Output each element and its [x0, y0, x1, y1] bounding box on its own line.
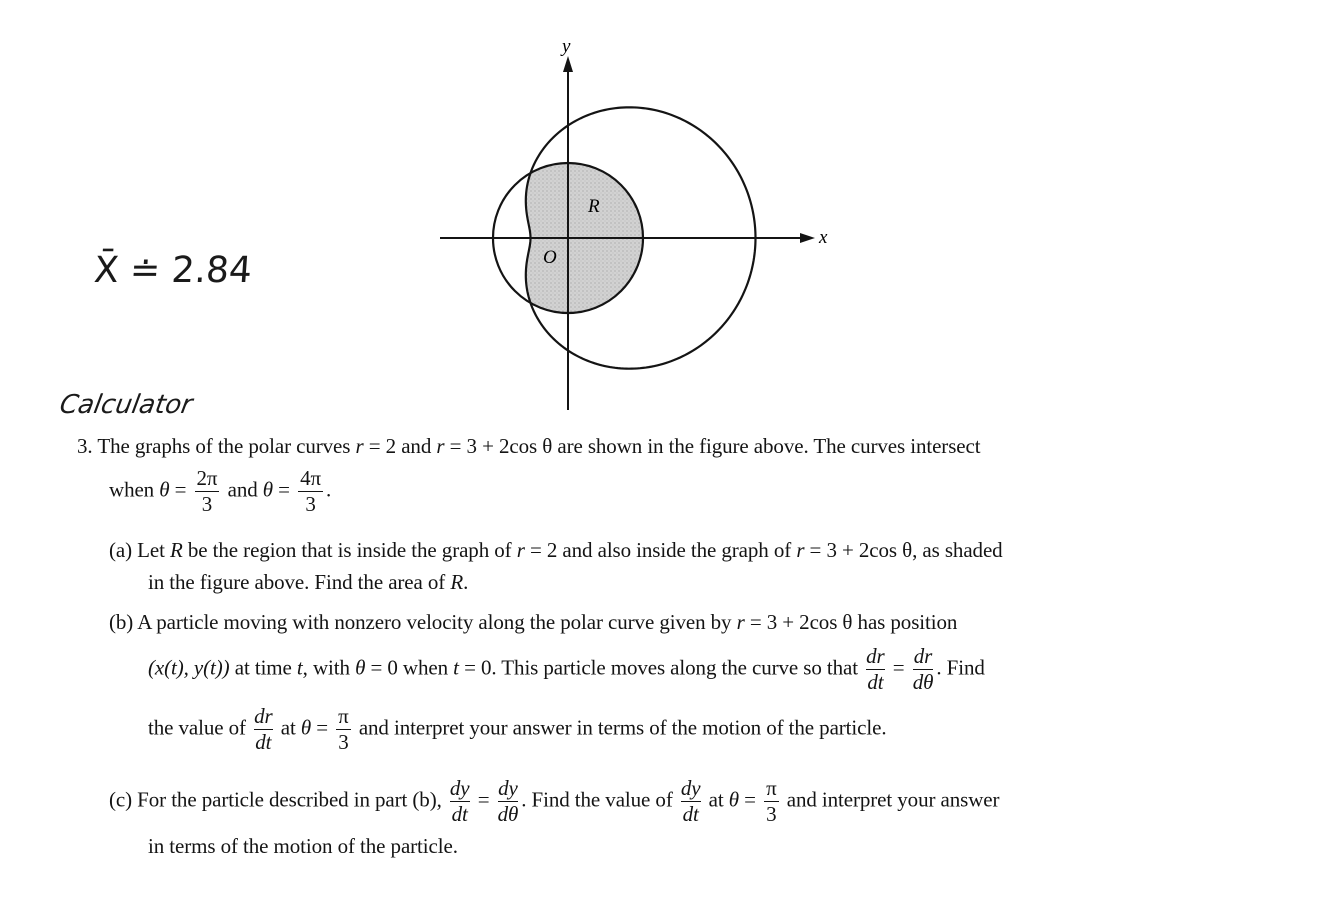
origin-label: O [543, 247, 557, 268]
fraction-numerator: dr [254, 704, 273, 728]
equals-sign: = [464, 655, 476, 680]
part-b-line-1 [109, 610, 957, 635]
equals-sign: = [370, 655, 383, 680]
var-t: t [296, 655, 303, 680]
var-theta: θ [728, 787, 739, 812]
fraction-numerator: dy [680, 776, 701, 800]
equals-sign: = [278, 477, 290, 502]
var-t: t [453, 655, 459, 680]
var-r: r [436, 434, 445, 458]
part-b-text: the value of [148, 715, 246, 740]
fraction-denominator: dt [867, 670, 884, 694]
part-c-text: at [708, 787, 724, 812]
problem-line-2 [109, 468, 331, 515]
equals-sign: = [174, 477, 187, 502]
and-text: and [227, 477, 258, 502]
fraction-dy-dt [681, 778, 701, 825]
part-c-text: . Find the value of [521, 787, 673, 812]
equals-sign: = [749, 610, 762, 634]
fraction-dy-dtheta [498, 778, 519, 825]
period: . [325, 477, 332, 502]
fraction-pi-over-3 [764, 778, 779, 825]
equals-sign: = [316, 715, 328, 740]
fraction-denominator: dθ [497, 802, 519, 826]
fraction-numerator: dr [866, 644, 885, 668]
equals-sign: = [744, 787, 756, 812]
y-axis-arrow [563, 56, 573, 72]
var-theta: θ [159, 477, 170, 502]
var-theta: θ [355, 655, 366, 680]
var-R: R [450, 570, 464, 594]
problem-number: 3. [77, 434, 93, 458]
limacon-expression: 3 + 2cos θ [826, 538, 913, 562]
var-theta: θ [262, 477, 273, 502]
part-b-text: . This particle moves along the curve so that [491, 655, 858, 680]
equals-sign: = [529, 538, 542, 562]
var-r: r [736, 610, 745, 634]
problem-line-1 [77, 434, 980, 459]
part-a-label: (a) [109, 538, 133, 562]
equals-sign: = [892, 655, 905, 680]
part-b-text: at [280, 715, 296, 740]
part-a-text: be the region that is inside the graph of [187, 538, 512, 562]
value-2: 2 [546, 538, 558, 562]
part-b-text: when [402, 655, 449, 680]
when-text: when [109, 477, 155, 502]
var-r: r [516, 538, 525, 562]
part-b-text: . Find [936, 655, 985, 680]
var-R: R [170, 538, 183, 562]
fraction-2pi-over-3 [195, 468, 220, 515]
part-a-text: in the figure above. Find the area of [148, 570, 446, 594]
x-axis-label: x [819, 227, 828, 248]
fraction-numerator: 2π [196, 466, 218, 490]
value-2: 2 [385, 434, 397, 458]
fraction-numerator: dy [498, 776, 518, 800]
problem-intro-text-2: are shown in the figure above. The curves intersect [557, 434, 981, 458]
var-r: r [796, 538, 805, 562]
part-b-text: at time [234, 655, 292, 680]
equals-sign: = [368, 434, 381, 458]
equals-sign: = [477, 787, 490, 812]
fraction-numerator: π [766, 776, 777, 800]
part-c-text: For the particle described in part (b), [137, 787, 442, 812]
and-text: and [401, 434, 432, 458]
part-c-line-2 [148, 834, 458, 859]
limacon-expression: 3 + 2cos θ [766, 610, 853, 634]
fraction-numerator: dy [449, 776, 470, 800]
fraction-numerator: dr [913, 644, 933, 668]
part-a-line-1 [109, 538, 1003, 563]
part-b-line-2 [148, 646, 985, 693]
fraction-dr-dtheta [913, 646, 934, 693]
fraction-4pi-over-3 [298, 468, 323, 515]
value-0: 0 [387, 655, 398, 680]
equals-sign: = [449, 434, 462, 458]
fraction-denominator: dt [451, 802, 468, 826]
period: . [463, 570, 469, 594]
part-b-line-3 [148, 706, 886, 753]
fraction-denominator: dt [255, 730, 272, 754]
part-b-text: , with [302, 655, 350, 680]
part-b-label: (b) [109, 610, 134, 634]
fraction-denominator: dt [682, 802, 699, 826]
fraction-pi-over-3 [336, 706, 351, 753]
limacon-expression: 3 + 2cos θ [466, 434, 553, 458]
part-a-text: , as shaded [912, 538, 1003, 562]
fraction-numerator: π [338, 704, 349, 728]
part-c-text: in terms of the motion of the particle. [148, 834, 458, 858]
part-b-text: and interpret your answer in terms of the motion of the particle. [358, 715, 887, 740]
part-c-text: and interpret your answer [786, 787, 1000, 812]
part-c-line-1 [109, 778, 999, 825]
fraction-denominator: 3 [305, 492, 316, 516]
x-axis-arrow [800, 233, 815, 243]
part-b-text: A particle moving with nonzero velocity along the polar curve given by [137, 610, 732, 634]
polar-curves-figure [430, 30, 850, 415]
part-b-text: has position [857, 610, 958, 634]
handwritten-mean-value: X̄ ≐ 2.84 [92, 250, 254, 291]
part-c-label: (c) [109, 787, 133, 812]
fraction-dy-dt [450, 778, 470, 825]
position-expression: (x(t), y(t)) [148, 655, 230, 680]
fraction-dr-dt [254, 706, 272, 753]
y-axis-label: y [562, 36, 571, 57]
fraction-dr-dt [866, 646, 884, 693]
part-a-text: Let [137, 538, 165, 562]
fraction-denominator: 3 [201, 492, 213, 516]
value-0: 0 [480, 655, 492, 680]
equals-sign: = [809, 538, 822, 562]
part-a-line-2 [148, 570, 468, 595]
fraction-denominator: dθ [912, 670, 934, 694]
var-theta: θ [300, 715, 312, 740]
fraction-numerator: 4π [300, 466, 321, 490]
part-a-text: and also inside the graph of [562, 538, 792, 562]
fraction-denominator: 3 [338, 730, 349, 754]
region-r-label: R [588, 196, 600, 217]
handwritten-calculator-label: Calculator [57, 390, 195, 420]
fraction-denominator: 3 [766, 802, 777, 826]
var-r: r [355, 434, 364, 458]
problem-intro-text: The graphs of the polar curves [97, 434, 351, 458]
